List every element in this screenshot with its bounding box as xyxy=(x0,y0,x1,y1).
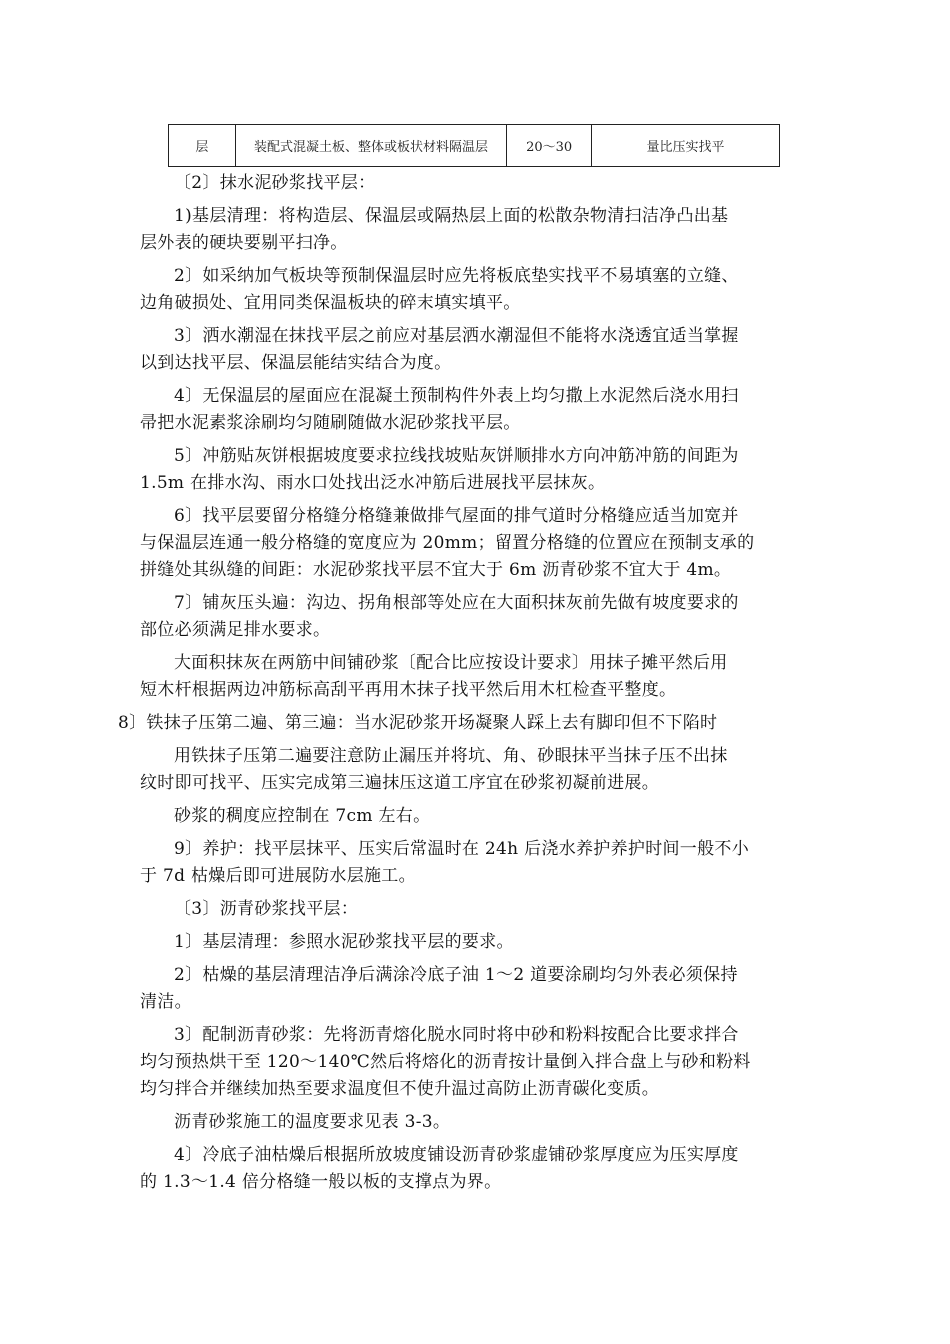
text-line: 6〕找平层要留分格缝分格缝兼做排气屋面的排气道时分格缝应适当加宽并 xyxy=(174,506,739,526)
table-cell: 层 xyxy=(169,125,236,167)
paragraph xyxy=(140,803,805,830)
paragraph xyxy=(140,896,805,923)
spec-table xyxy=(168,124,780,167)
text-line: 5〕冲筋贴灰饼根据坡度要求拉线找坡贴灰饼顺排水方向冲筋冲筋的间距为 xyxy=(174,446,739,466)
text-line: 2〕枯燥的基层清理洁净后满涂冷底子油 1～2 道要涂刷均匀外表必须保持 xyxy=(174,965,738,985)
table-cell: 量比压实找平 xyxy=(591,125,779,167)
paragraph xyxy=(118,710,805,737)
paragraph xyxy=(140,263,805,317)
paragraph xyxy=(140,323,805,377)
text-line: 清洁。 xyxy=(140,992,192,1012)
paragraph xyxy=(140,962,805,1016)
paragraph xyxy=(140,1142,805,1196)
text-line: 短木杆根据两边冲筋标高刮平再用木抹子找平然后用木杠检查平整度。 xyxy=(140,680,677,700)
paragraph xyxy=(140,383,805,437)
paragraph xyxy=(140,590,805,644)
table-row xyxy=(169,125,780,167)
paragraph xyxy=(140,170,805,197)
text-line: 大面积抹灰在两筋中间铺砂浆〔配合比应按设计要求〕用抹子摊平然后用 xyxy=(174,653,728,673)
text-line: 〔3〕沥青砂浆找平层： xyxy=(174,899,359,919)
table-cell: 装配式混凝土板、整体或板状材料隔温层 xyxy=(235,125,507,167)
text-line: 8〕铁抹子压第二遍、第三遍：当水泥砂浆开场凝聚人踩上去有脚印但不下陷时 xyxy=(118,713,718,733)
text-line: 1.5m 在排水沟、雨水口处找出泛水冲筋后进展找平层抹灰。 xyxy=(140,473,606,493)
text-line: 部位必须满足排水要求。 xyxy=(140,620,331,640)
text-line: 均匀预热烘干至 120～140℃然后将熔化的沥青按计量倒入拌合盘上与砂和粉料 xyxy=(140,1052,751,1072)
paragraph xyxy=(140,743,805,797)
paragraph xyxy=(140,1109,805,1136)
text-line: 拼缝处其纵缝的间距：水泥砂浆找平层不宜大于 6m 沥青砂浆不宜大于 4m。 xyxy=(140,560,732,580)
text-line: 以到达找平层、保温层能结实结合为度。 xyxy=(140,353,452,373)
text-line: 层外表的硬块要剔平扫净。 xyxy=(140,233,348,253)
text-line: 2〕如采纳加气板块等预制保温层时应先将板底垫实找平不易填塞的立缝、 xyxy=(174,266,739,286)
text-line: 用铁抹子压第二遍要注意防止漏压并将坑、角、砂眼抹平当抹子压不出抹 xyxy=(174,746,728,766)
paragraph xyxy=(140,443,805,497)
text-line: 3〕配制沥青砂浆：先将沥青熔化脱水同时将中砂和粉料按配合比要求拌合 xyxy=(174,1025,739,1045)
text-line: 1〕基层清理：参照水泥砂浆找平层的要求。 xyxy=(174,932,514,952)
paragraph xyxy=(140,929,805,956)
text-line: 4〕无保温层的屋面应在混凝土预制构件外表上均匀撒上水泥然后浇水用扫 xyxy=(174,386,739,406)
text-line: 与保温层连通一般分格缝的宽度应为 20mm；留置分格缝的位置应在预制支承的 xyxy=(140,533,755,553)
document-body xyxy=(118,170,805,1202)
text-line: 砂浆的稠度应控制在 7cm 左右。 xyxy=(174,806,431,826)
paragraph xyxy=(140,203,805,257)
text-line: 的 1.3～1.4 倍分格缝一般以板的支撑点为界。 xyxy=(140,1172,502,1192)
paragraph xyxy=(140,650,805,704)
table-cell: 20～30 xyxy=(507,125,592,167)
text-line: 9〕养护：找平层抹平、压实后常温时在 24h 后浇水养护养护时间一般不小 xyxy=(174,839,750,859)
text-line: 3〕洒水潮湿在抹找平层之前应对基层洒水潮湿但不能将水浇透宜适当掌握 xyxy=(174,326,739,346)
text-line: 纹时即可找平、压实完成第三遍抹压这道工序宜在砂浆初凝前进展。 xyxy=(140,773,659,793)
text-line: 于 7d 枯燥后即可进展防水层施工。 xyxy=(140,866,416,886)
paragraph xyxy=(140,503,805,584)
text-line: 〔2〕抹水泥砂浆找平层： xyxy=(174,173,376,193)
text-line: 均匀拌合并继续加热至要求温度但不使升温过高防止沥青碳化变质。 xyxy=(140,1079,659,1099)
text-line: 4〕冷底子油枯燥后根据所放坡度铺设沥青砂浆虚铺砂浆厚度应为压实厚度 xyxy=(174,1145,739,1165)
text-line: 1)基层清理：将构造层、保温层或隔热层上面的松散杂物清扫洁净凸出基 xyxy=(174,206,729,226)
text-line: 沥青砂浆施工的温度要求见表 3-3。 xyxy=(174,1112,451,1132)
text-line: 边角破损处、宜用同类保温板块的碎末填实填平。 xyxy=(140,293,521,313)
text-line: 7〕铺灰压头遍：沟边、拐角根部等处应在大面积抹灰前先做有坡度要求的 xyxy=(174,593,739,613)
paragraph xyxy=(140,836,805,890)
text-line: 帚把水泥素浆涂刷均匀随刷随做水泥砂浆找平层。 xyxy=(140,413,521,433)
paragraph xyxy=(140,1022,805,1103)
